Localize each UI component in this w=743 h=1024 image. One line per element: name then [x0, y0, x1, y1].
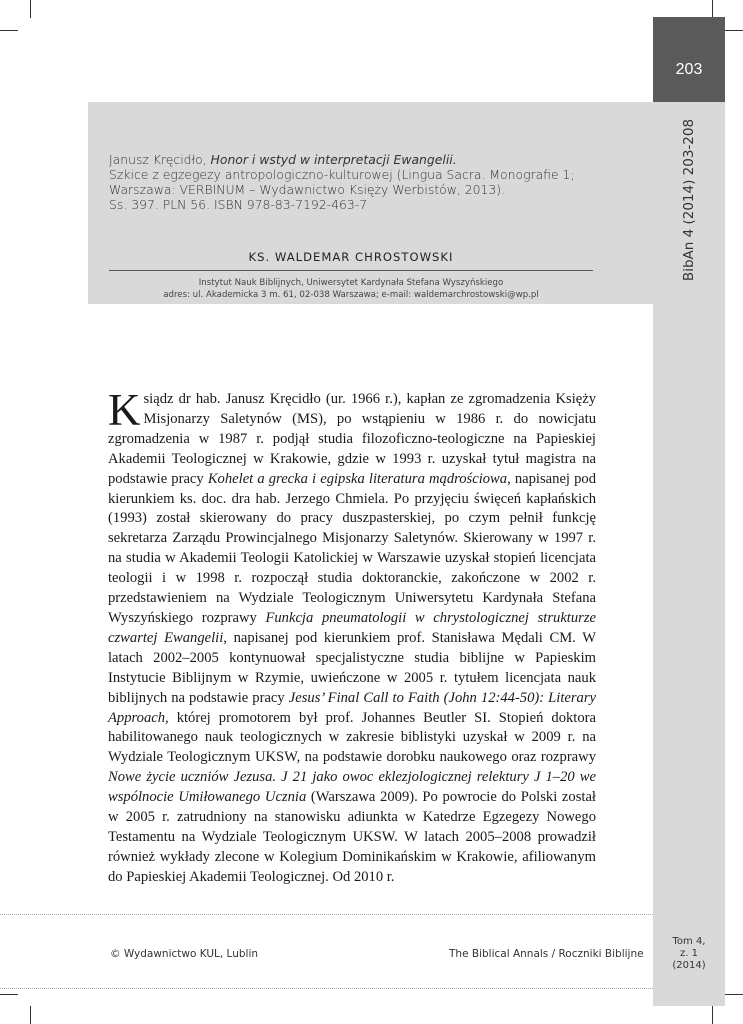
crop-mark — [725, 994, 743, 995]
dotted-rule-top — [0, 914, 653, 915]
page-number-tab — [653, 17, 725, 102]
affiliation — [109, 277, 593, 301]
dotted-rule-bottom — [0, 988, 653, 989]
body-text-segment: (Warszawa 2009). Po powrocie do Polski został w 2005 r. zatrudniony na stanowisku adiunkta w Katedrze Egzegezy Nowego Testamentu na Wydziale Teologicznym UKSW. W latach 2005–2008 prowadził również wykłady zlecone w Kolegium Dominikańskim w Krakowie, afiliowanym do Papieskiej Akademii Teologicznej. Od 2010 r. — [108, 789, 596, 885]
crop-mark — [712, 1006, 713, 1024]
crop-mark — [0, 30, 18, 31]
reviewer-name: KS. WALDEMAR CHROSTOWSKI — [248, 250, 454, 264]
work-title: Kohelet a grecka i egipska literatura mądrościowa — [207, 470, 508, 487]
footer-publisher: © Wydawnictwo KUL, Lublin — [110, 948, 259, 960]
work-title: Jesus’ Final Call to Faith (John 12:44-50): Literary Approach — [108, 689, 597, 726]
drop-cap: K — [108, 385, 141, 435]
crop-mark — [0, 994, 18, 995]
divider — [109, 270, 593, 271]
affiliation-line1: Instytut Nauk Biblijnych, Uniwersytet Kardynała Stefana Wyszyńskiego — [198, 278, 504, 288]
book-ref-line2: Szkice z egzegezy antropologiczno-kulturowej (Lingua Sacra. Monografie 1; — [109, 167, 575, 182]
crop-mark — [30, 1006, 31, 1024]
year-line: (2014) — [672, 960, 706, 971]
journal-side-label: BibAn 4 (2014) 203-208 — [681, 118, 697, 282]
book-ref-line3: Warszawa: VERBINUM – Wydawnictwo Księży Werbistów, 2013). — [109, 182, 506, 197]
book-author: Janusz Kręcidło, — [109, 152, 207, 167]
body-text-segment: , której promotorem był prof. Johannes Beutler SI. Stopień doktora habilitowanego nauk teologicznych w zakresie biblistyki uzyskał w 2009 r. na Wydziale Teologicznym UKSW, na podstawie dorobku naukowego oraz rozprawy — [108, 709, 596, 766]
book-title: Honor i wstyd w interpretacji Ewangelii. — [210, 152, 457, 167]
work-title: Funkcja pneumatologii w chrystologicznej strukturze czwartej Ewangelii — [108, 609, 596, 646]
volume-line: Tom 4, — [672, 936, 706, 947]
volume-info — [653, 936, 725, 972]
affiliation-line2: adres: ul. Akademicka 3 m. 61, 02-038 Warszawa; e-mail: waldemarchrostowski@wp.pl — [163, 290, 539, 300]
work-title: Nowe życie uczniów Jezusa. J 21 jako owoc eklezjologicznej relektury J 1–20 we wspólnocie Umiłowanego Ucznia — [108, 769, 596, 806]
footer-journal: The Biblical Annals / Roczniki Biblijne — [449, 948, 644, 960]
body-text-segment: siądz dr hab. Janusz Kręcidło (ur. 1966 r.), kapłan ze zgromadzenia Księży Misjonarzy Saletynów (MS), po wstąpieniu w 1986 r. do nowicjatu zgromadzenia w 1987 r. podjął studia filozoficzno-teologiczne na Papieskiej Akademii Teologicznej w Krakowie, gdzie w 1993 r. uzyskał tytuł magistra na podstawie pracy — [108, 391, 596, 487]
crop-mark — [30, 0, 31, 18]
body-text-segment: , napisanej pod kierunkiem prof. Stanisława Mędali CM. W latach 2002–2005 kontynuował specjalistyczne studia biblijne w Papieskim Instytucie Biblijnym w Rzymie, uwieńczone w 2005 r. tytułem licencjata nauk biblijnych na podstawie pracy — [108, 629, 596, 706]
book-reference — [109, 152, 649, 212]
book-ref-line4: Ss. 397. PLN 56. ISBN 978-83-7192-463-7 — [109, 197, 368, 212]
body-paragraph — [108, 385, 597, 888]
page-number: 203 — [675, 61, 703, 78]
crop-mark — [725, 30, 743, 31]
issue-line: z. 1 — [680, 948, 698, 959]
crop-mark — [712, 0, 713, 18]
body-text-segment: , napisanej pod kierunkiem ks. doc. dra hab. Jerzego Chmiela. Po przyjęciu święceń kapłańskich (1993) został skierowany do pracy duszpasterskiej, po czym pełnił funkcję sekretarza Zarządu Prowincjalnego Misjonarzy Saletynów. Skierowany w 1997 r. na studia w Akademii Teologii Katolickiej w Warszawie uzyskał stopień licencjata teologii i w 1998 r. rozpoczął studia doktoranckie, zakończone w 2002 r. przedstawieniem na Wydziale Teologicznym Uniwersytetu Kardynała Stefana Wyszyńskiego rozprawy — [108, 470, 596, 626]
